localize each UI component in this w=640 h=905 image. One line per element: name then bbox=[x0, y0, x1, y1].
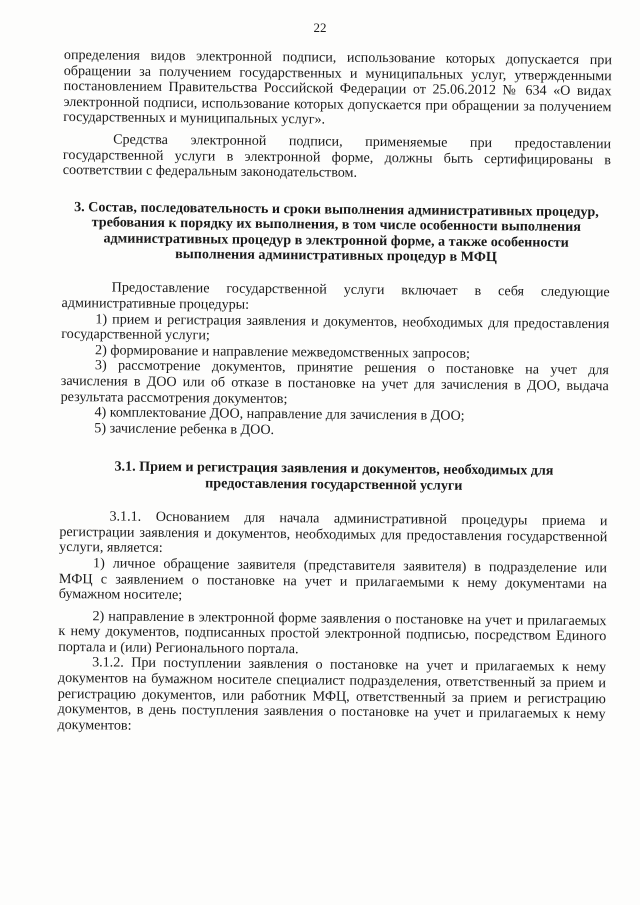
page-number: 22 bbox=[313, 20, 327, 35]
basis-item: 1) личное обращение заявителя (представителя заявителя) в подразделение или МФЦ с заявлением о постановке на учет и прилагаемыми к нему документами на бумажном носителе; bbox=[58, 555, 608, 604]
procedure-item: 5) зачисление ребенка в ДОО. bbox=[94, 420, 275, 438]
page-body bbox=[57, 48, 612, 739]
paragraph-3-1-1: 3.1.1. Основанием для начала административной процедуры приема и регистрации заявления и документов, необходимых для предоставления государственной услуги, является: bbox=[59, 508, 608, 557]
paragraph-3-1-2: 3.1.2. При поступлении заявления о постановке на учет и прилагаемых к нему документов на бумажном носителе специалист подразделения, ответственный за прием и регистрацию документов, или работник МФЦ, ответственный за прием и регистрацию документов, в день поступления заявления о постановке на учет и прилагаемых к нему документов: bbox=[57, 654, 607, 734]
section-3-lead: Предоставление государственной услуги включает в себя следующие административные процедуры: bbox=[61, 279, 610, 313]
section-3-heading: 3. Состав, последовательность и сроки выполнения административных процедур, требования к порядку их выполнения, в том числе особенности выполнения административных процедур в электронной форме, а также особенности выполнения административных процедур в МФЦ bbox=[74, 198, 599, 266]
basis-item: 2) направление в электронной форме заявления о постановке на учет и прилагаемых к нему документов, подписанных простой электронной подписью, посредством Единого портала и (или) Регионального портала. bbox=[58, 607, 607, 658]
procedure-item: 2) формирование и направление межведомственных запросов; bbox=[95, 342, 471, 362]
intro-paragraph: Средства электронной подписи, применяемые при предоставлении государственной услуги в электронной форме, должны быть сертифицированы в соответствии с федеральным законодательством. bbox=[62, 131, 612, 181]
procedure-item: 3) рассмотрение документов, принятие решения о постановке на учет для зачисления в ДОО или об отказе в постановке на учет для зачисления в ДОО, выдача результата рассмотрения документов; bbox=[60, 357, 610, 407]
procedure-item: 4) комплектование ДОО, направление для зачисления в ДОО; bbox=[94, 404, 465, 424]
section-3-1-heading: 3.1. Прием и регистрация заявления и документов, необходимых для предоставления государственной услуги bbox=[114, 458, 554, 494]
procedure-item: 1) прием и регистрация заявления и документов, необходимых для предоставления государственной услуги; bbox=[61, 310, 610, 344]
intro-paragraph: определения видов электронной подписи, использование которых допускается при обращении за получением государственных и муниципальных услуг, утвержденными постановлением Правительства Российской Федерации от 25.06.2012 № 634 «О видах электронной подписи, использование которых допускается при обращении за получением государственных и муниципальных услуг». bbox=[63, 47, 612, 128]
